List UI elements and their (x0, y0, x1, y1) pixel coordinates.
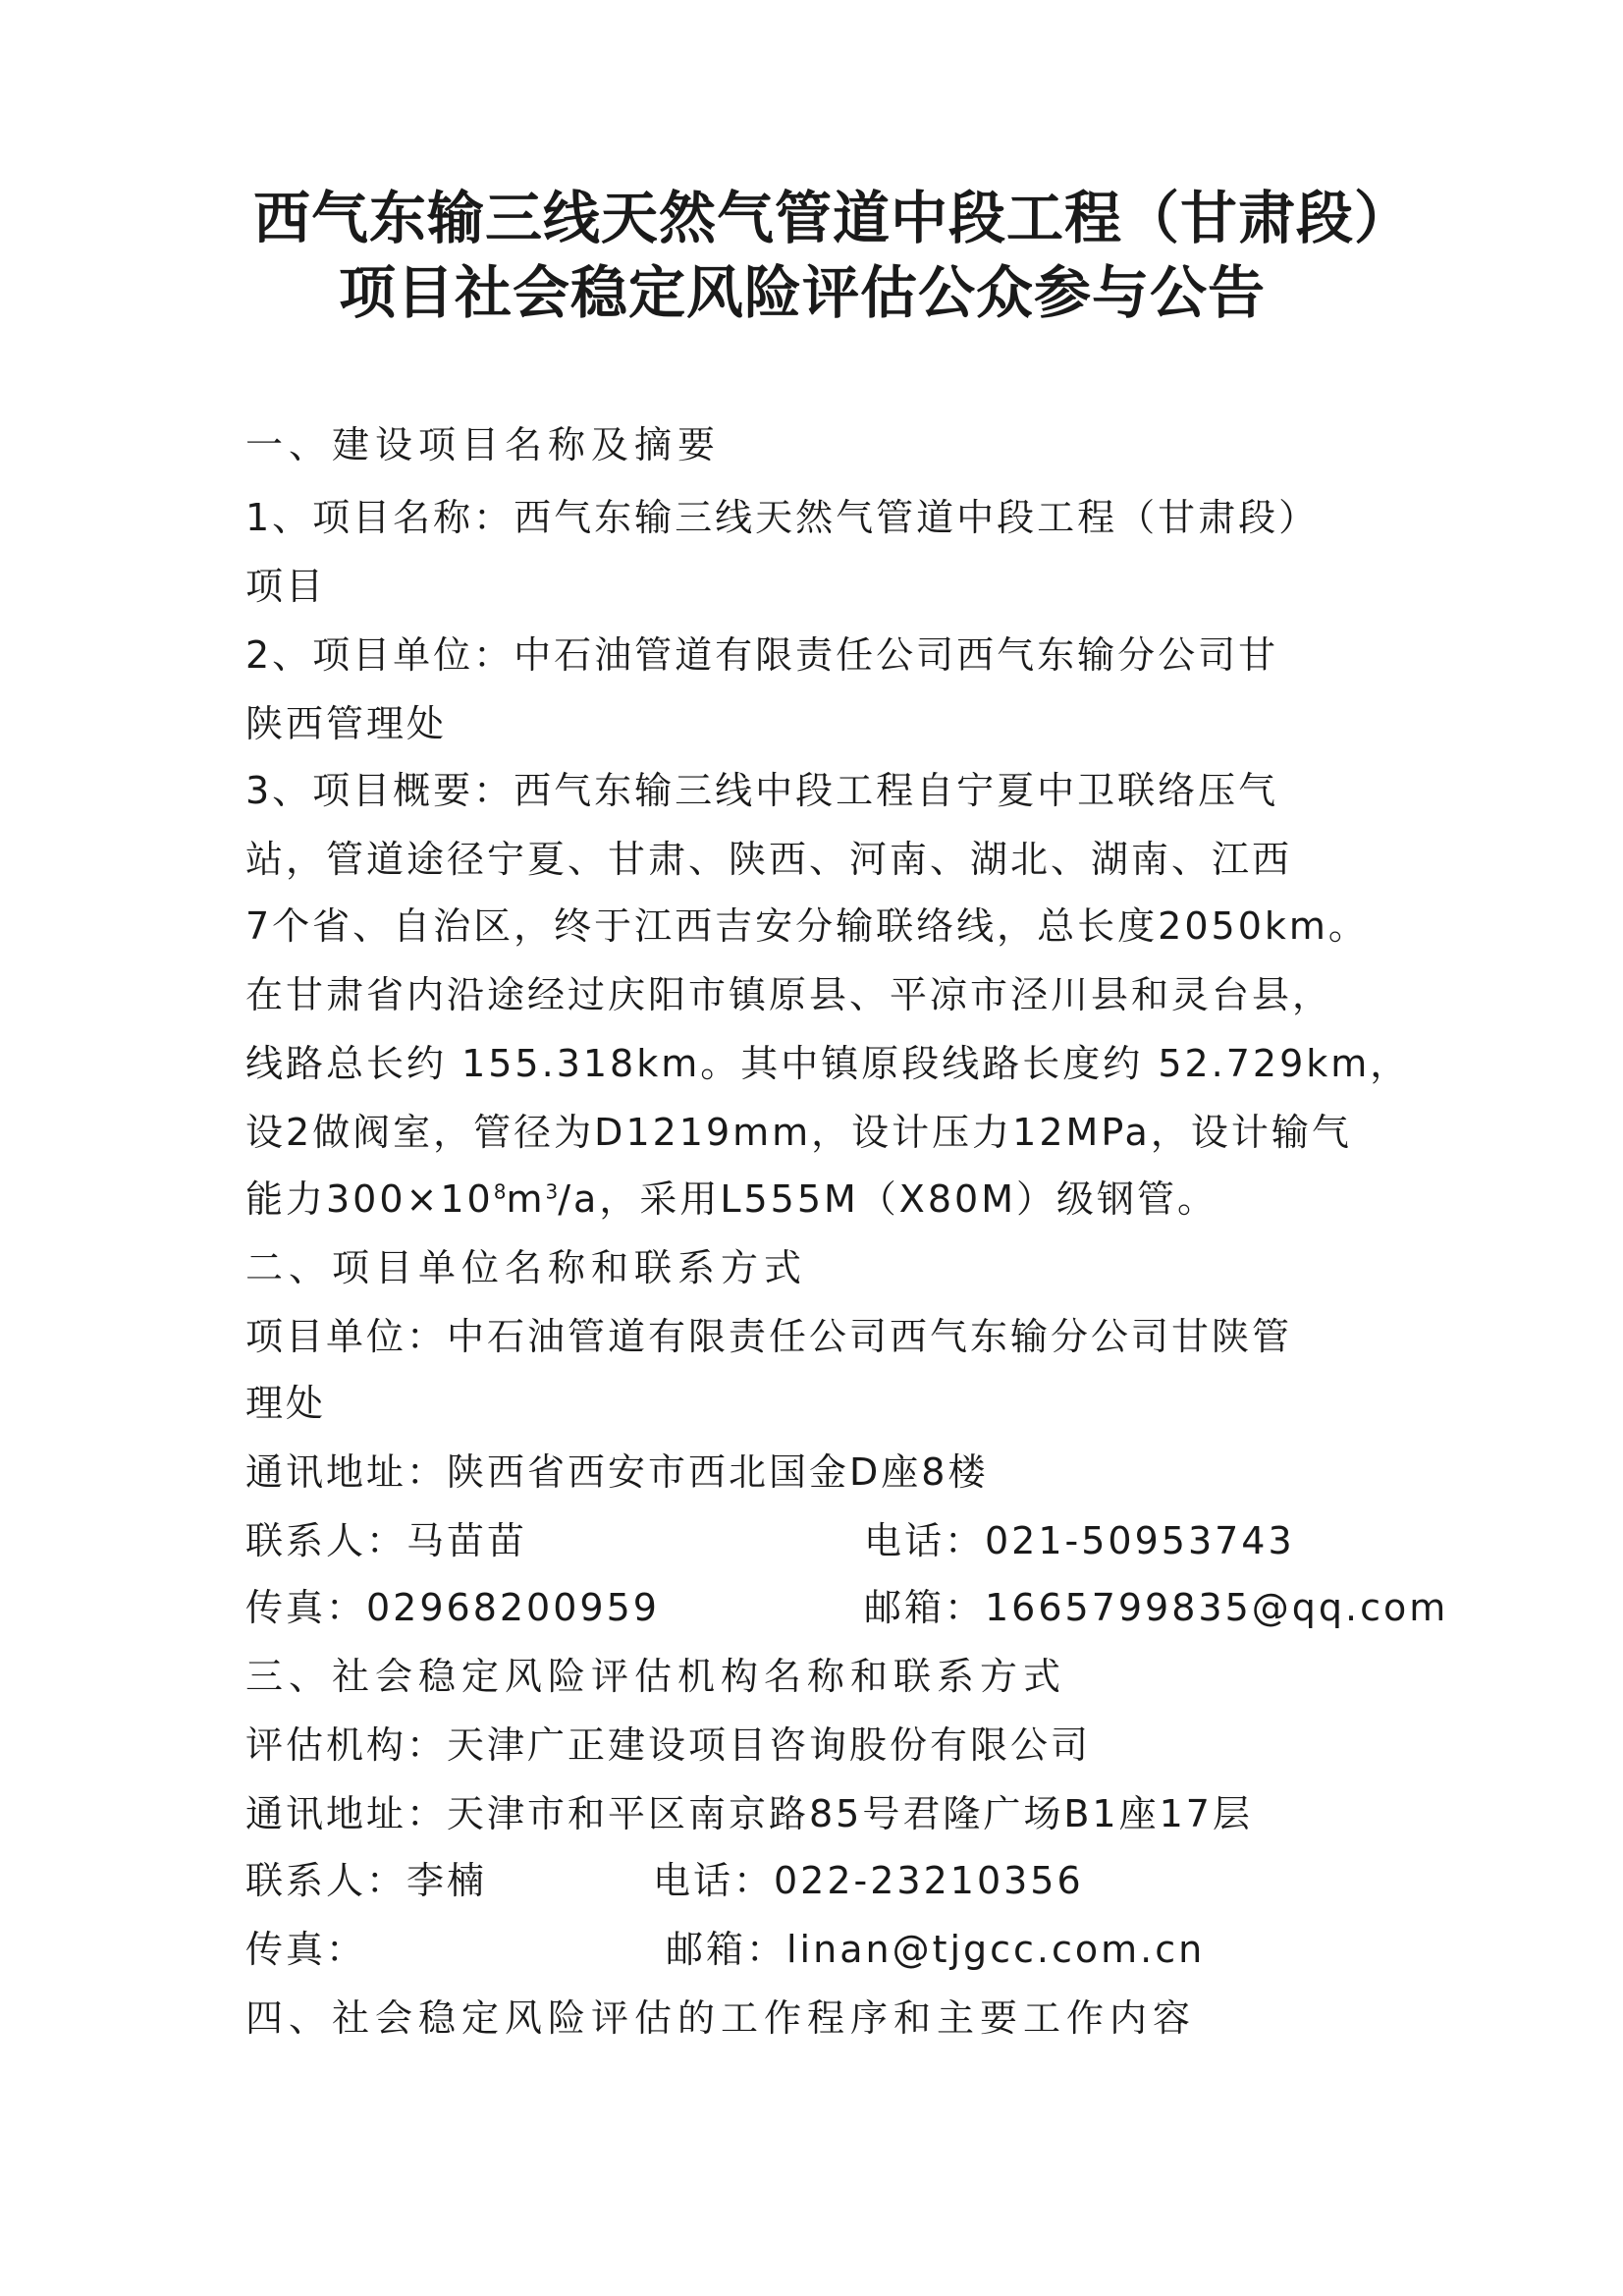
agency-name: 评估机构：天津广正建设项目咨询股份有限公司 (245, 1723, 1092, 1767)
power-8-superscript: 8 (493, 1179, 507, 1204)
section-3-heading: 三、社会稳定风险评估机构名称和联系方式 (245, 1655, 1067, 1698)
document-title-line-2: 项目社会稳定风险评估公众参与公告 (339, 259, 1267, 326)
item-1-line-1: 1、项目名称：西气东输三线天然气管道中段工程（甘肃段） (245, 496, 1320, 539)
agency-phone: 电话：022-23210356 (653, 1859, 1084, 1902)
agency-contact: 联系人：李楠 (245, 1859, 488, 1902)
item-3-line-5: 线路总长约 155.318km。其中镇原段线路长度约 52.729km， (245, 1042, 1411, 1085)
item-2-line-1: 2、项目单位：中石油管道有限责任公司西气东输分公司甘 (245, 633, 1279, 677)
agency-address: 通讯地址：天津市和平区南京路85号君隆广场B1座17层 (245, 1792, 1253, 1835)
unit-address: 通讯地址：陕西省西安市西北国金D座8楼 (245, 1450, 989, 1494)
unit-line-2: 理处 (245, 1382, 327, 1425)
item-3-line-7-part-c: /a，采用L555M（X80M）级钢管。 (558, 1177, 1217, 1221)
unit-line-1: 项目单位：中石油管道有限责任公司西气东输分公司甘陕管 (245, 1315, 1293, 1358)
item-1-line-2: 项目 (245, 565, 327, 608)
agency-email: 邮箱：linan@tjgcc.com.cn (666, 1928, 1206, 1971)
document-title-line-1: 西气东输三线天然气管道中段工程（甘肃段） (253, 185, 1413, 251)
section-4-heading: 四、社会稳定风险评估的工作程序和主要工作内容 (245, 1996, 1197, 2040)
item-3-line-4: 在甘肃省内沿途经过庆阳市镇原县、平凉市泾川县和灵台县， (245, 973, 1333, 1016)
item-2-line-2: 陕西管理处 (245, 702, 448, 745)
item-3-line-6: 设2做阀室，管径为D1219mm，设计压力12MPa，设计输气 (245, 1111, 1352, 1154)
unit-fax: 传真：02968200959 (245, 1586, 660, 1629)
unit-email: 邮箱：1665799835@qq.com (864, 1586, 1449, 1629)
cubic-superscript: 3 (545, 1179, 559, 1204)
item-3-line-1: 3、项目概要：西气东输三线中段工程自宁夏中卫联络压气 (245, 769, 1279, 812)
section-2-heading: 二、项目单位名称和联系方式 (245, 1246, 808, 1289)
unit-contact: 联系人：马苗苗 (245, 1519, 528, 1562)
item-3-line-7-part-a: 能力300×10 (245, 1177, 494, 1221)
item-3-line-7 (245, 1175, 1217, 1224)
section-1-heading: 一、建设项目名称及摘要 (245, 423, 722, 466)
item-3-line-2: 站，管道途径宁夏、甘肃、陕西、河南、湖北、湖南、江西 (245, 838, 1293, 881)
item-3-line-3: 7个省、自治区，终于江西吉安分输联络线，总长度2050km。 (245, 904, 1369, 948)
agency-fax: 传真： (245, 1928, 367, 1971)
item-3-line-7-part-b: m (506, 1177, 546, 1221)
unit-phone: 电话：021-50953743 (864, 1519, 1295, 1562)
